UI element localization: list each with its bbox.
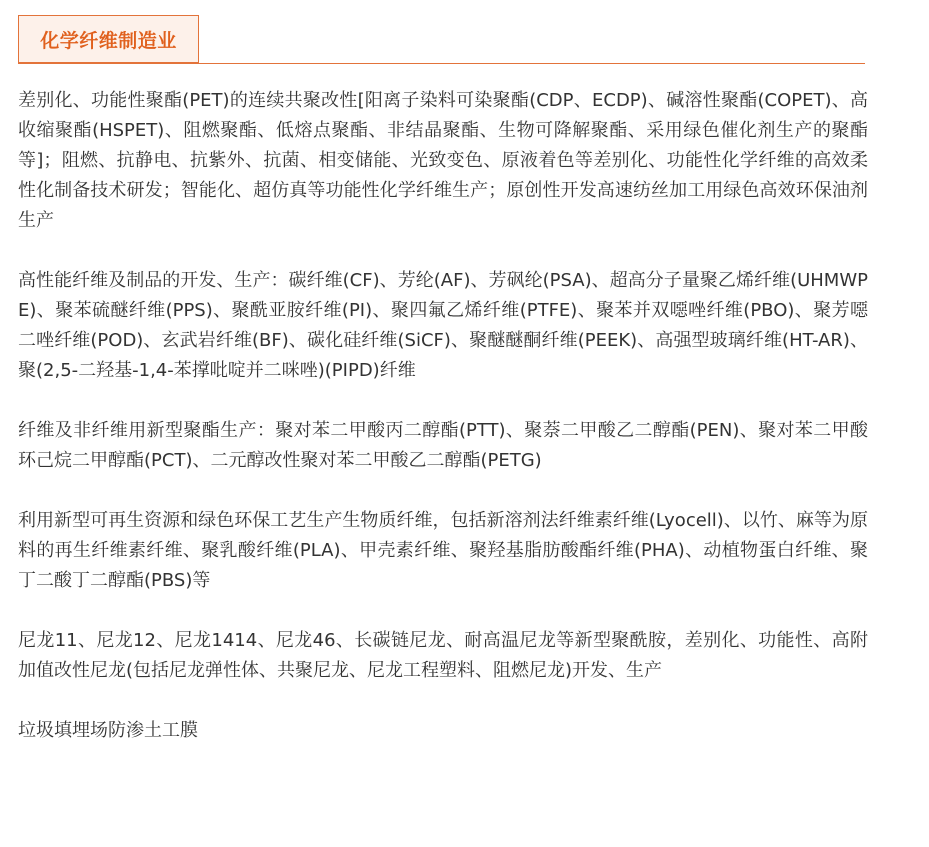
section-header: [18, 15, 865, 65]
paragraph-new-polyester: 纤维及非纤维用新型聚酯生产：聚对苯二甲酸丙二醇酯(PTT)、聚萘二甲酸乙二醇酯(PEN)、聚对苯二甲酸环己烷二甲醇酯(PCT)、二元醇改性聚对苯二甲酸乙二醇酯(PETG): [18, 420, 868, 471]
section-title: 化学纤维制造业: [40, 29, 177, 52]
paragraph-differentiated-polyester: 差别化、功能性聚酯(PET)的连续共聚改性[阳离子染料可染聚酯(CDP、ECDP)、碱溶性聚酯(COPET)、高收缩聚酯(HSPET)、阻燃聚酯、低熔点聚酯、非结晶聚酯、生物可降解聚酯、采用绿色催化剂生产的聚酯等]；阻燃、抗静电、抗紫外、抗菌、相变储能、光致变色、原液着色等差别化、功能性化学纤维的高效柔性化制备技术研发；智能化、超仿真等功能性化学纤维生产；原创性开发高速纺丝加工用绿色高效环保油剂生产: [18, 90, 868, 231]
paragraph-biomass-fiber: 利用新型可再生资源和绿色环保工艺生产生物质纤维，包括新溶剂法纤维素纤维(Lyocell)、以竹、麻等为原料的再生纤维素纤维、聚乳酸纤维(PLA)、甲壳素纤维、聚羟基脂肪酸酯纤维(PHA)、动植物蛋白纤维、聚丁二酸丁二醇酯(PBS)等: [18, 510, 868, 591]
article-body: [18, 86, 868, 746]
paragraph-nylon: 尼龙11、尼龙12、尼龙1414、尼龙46、长碳链尼龙、耐高温尼龙等新型聚酰胺，差别化、功能性、高附加值改性尼龙(包括尼龙弹性体、共聚尼龙、尼龙工程塑料、阻燃尼龙)开发、生产: [18, 630, 868, 681]
title-underline-divider: [18, 63, 865, 64]
paragraph-high-performance-fiber: 高性能纤维及制品的开发、生产：碳纤维(CF)、芳纶(AF)、芳砜纶(PSA)、超高分子量聚乙烯纤维(UHMWPE)、聚苯硫醚纤维(PPS)、聚酰亚胺纤维(PI)、聚四氟乙烯纤维(PTFE)、聚苯并双噁唑纤维(PBO)、聚芳噁二唑纤维(POD)、玄武岩纤维(BF)、碳化硅纤维(SiCF)、聚醚醚酮纤维(PEEK)、高强型玻璃纤维(HT-AR)、聚(2,5-二羟基-1,4-苯撑吡啶并二咪唑)(PIPD)纤维: [18, 270, 868, 381]
section-title-box: [18, 15, 199, 63]
paragraph-geomembrane: 垃圾填埋场防渗土工膜: [18, 720, 198, 741]
